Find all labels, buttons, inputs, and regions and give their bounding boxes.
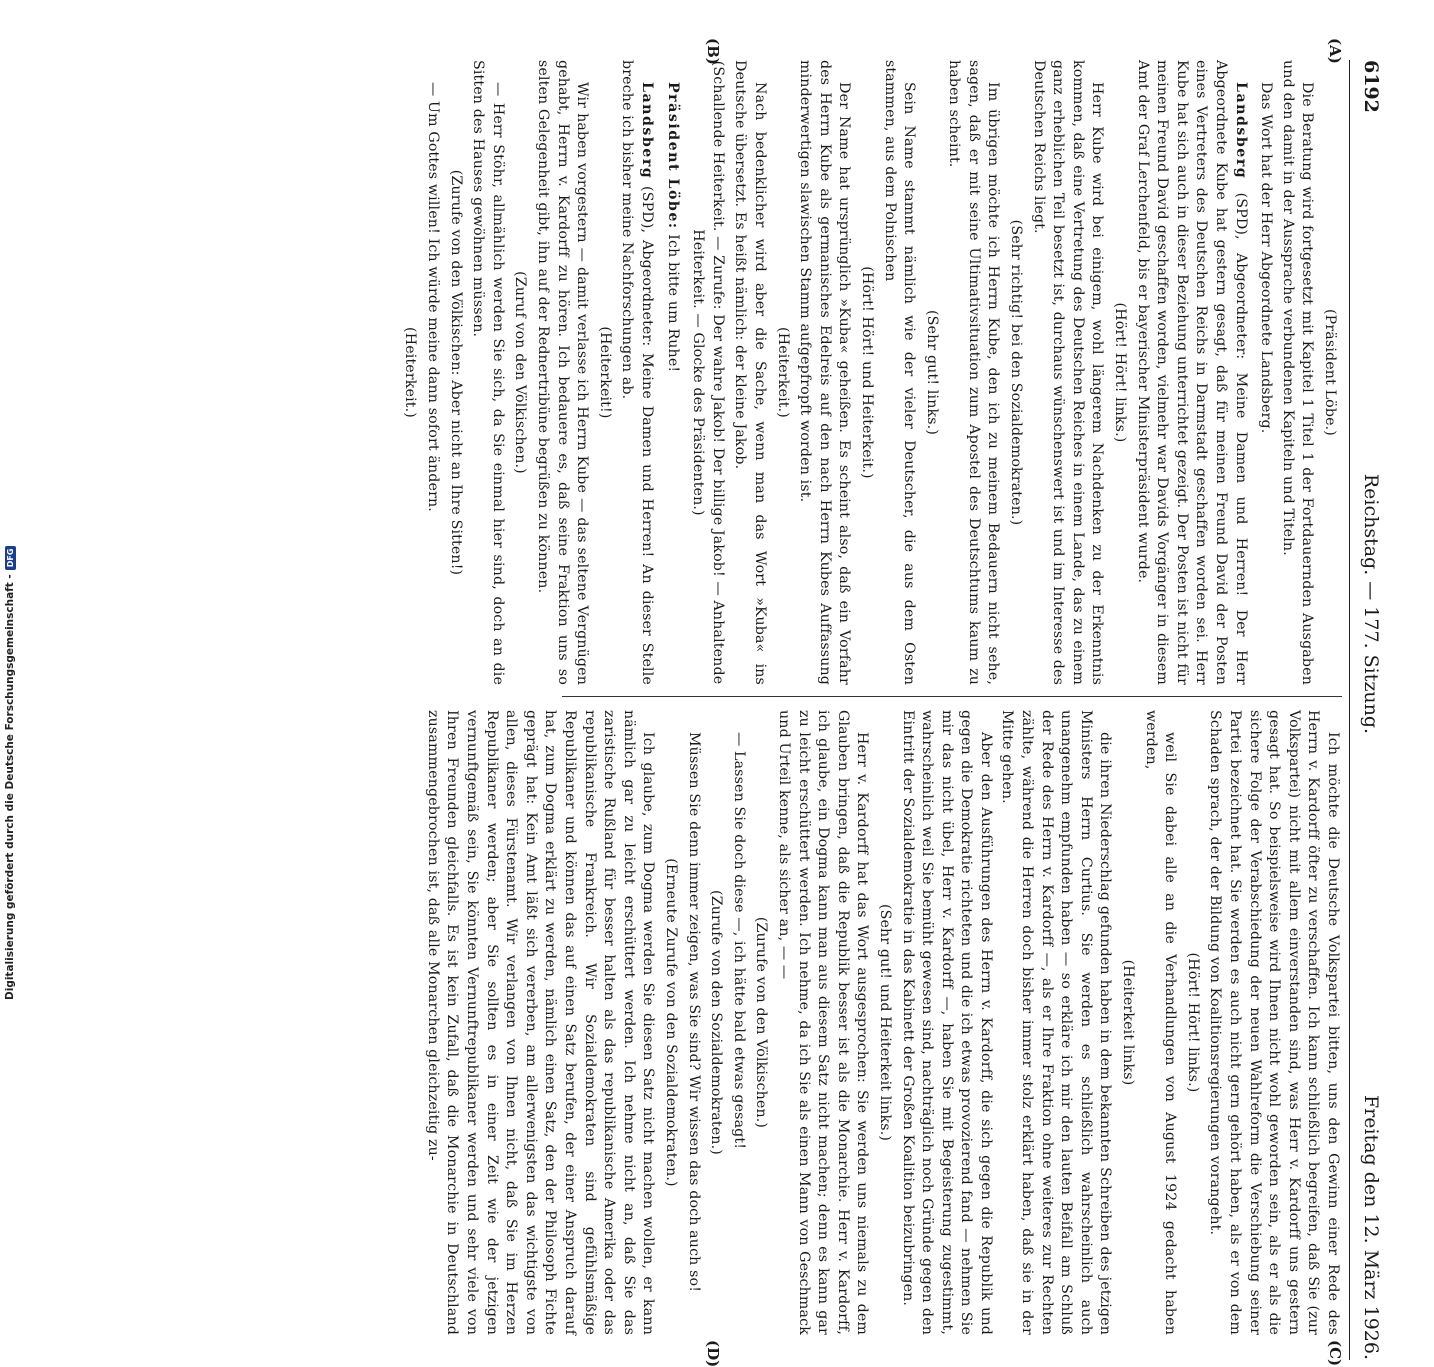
interjection: (Sehr gut! links.)	[923, 309, 940, 436]
speech-text: (SPD), Abgeordneter: Meine Damen und Herren! Der Herr Abgeordnete Kube hat gestern gesagt, daß für meinen Freund David der Posten eines Vertreters des Deutschen Reichs in Darmstadt geschaffen worden sei. Herr Kube hat sich auch in dieser Beziehung unterrichtet gezeigt. Der Posten ist nicht für meinen Freund David geschaffen worden, vielmehr war Davids Vorgänger in diesem Amt der Graf Lerchenfeld, bis er bayerischer Ministerpräsident wurde.	[1134, 60, 1249, 685]
left-column	[397, 60, 1342, 685]
paragraph: — Um Gottes willen! Ich würde meine dann sofort ändern.	[425, 82, 442, 512]
margin-marker-a: (A)	[1326, 38, 1344, 64]
interjection: (Heiterkeit!)	[596, 326, 613, 419]
interjection: (Hört! Hört! links.)	[1112, 302, 1129, 443]
digitization-footer	[2, 548, 18, 1000]
speech-text: (SPD), Abgeordneter: Meine Damen und Herren! An dieser Stelle breche ich bisher meine Nachforschungen ab.	[619, 60, 655, 685]
interjection: (Zuruf von den Völkischen.)	[512, 271, 529, 474]
page-number: 6192	[1360, 60, 1382, 113]
speaker-paragraph	[617, 60, 656, 685]
interjection: (Schallende Heiterkeit. — Zurufe: Der wahre Jakob! Der billige Jakob! — Anhaltende Heiterkeit. — Glocke des Präsidenten.)	[690, 60, 726, 685]
page-header	[1349, 60, 1382, 1360]
session-date: Freitag den 12. März 1926.	[1360, 1095, 1382, 1360]
paragraph: Ich möchte die Deutsche Volkspartei bitten, uns den Gewinn einer Rede des Herrn v. Kardorff öfter zu verschaffen. Ich kann schließlich begreifen, daß Sie (zur Volkspartei) nicht mit allem einverstanden sind, was Herr v. Kardorff uns gestern gesagt hat. So beispielsweise wird Ihnen nicht wohl geworden sein, als er als die sichere Folge der Verabschiedung der neuen Wahlreform die Verschiebung seiner Partei bezeichnet hat. Sie werden es auch nicht gern gehört haben, als er von dem Schaden sprach, der der Bildung von Koalitionsregierungen vorangeht.	[1207, 710, 1341, 1335]
dfg-logo: DFG	[5, 546, 16, 571]
margin-marker-c: (C)	[1326, 1340, 1344, 1367]
paragraph: Der Name hat ursprünglich »Kuba« geheißen. Es scheint also, daß ein Vorfahr des Herrn Kube als germanisches Edelreis auf den nach Herrn Kubes Auffassung minderwertigen slawischen Stamm aufgepfropft worden ist.	[797, 60, 853, 685]
right-column	[420, 710, 1342, 1335]
footer-text: Digitalisierung gefördert durch die Deutsche Forschungsgemeinschaft -	[4, 574, 16, 1000]
speaker-paragraph	[662, 60, 682, 685]
interjection: (Sehr richtig! bei den Sozialdemokraten.)	[1008, 219, 1025, 526]
interjection: (Erneute Zurufe von den Sozialdemokraten.)	[663, 858, 679, 1187]
interjection: (Hört! Hört! und Heiterkeit.)	[858, 266, 875, 479]
speaker-name: Landsberg	[639, 82, 655, 180]
interjection: (Heiterkeit.)	[774, 327, 791, 418]
paragraph: weil Sie dabei alle an die Verhandlungen von August 1924 gedacht haben werden,	[1142, 710, 1179, 1335]
interjection: (Hört! Hört! links.)	[1184, 952, 1201, 1093]
paragraph: Aber den Ausführungen des Herrn v. Kardorff, die sich gegen die Republik und gegen die Demokratie richteten und die ich etwas provozierend fand — nehmen Sie mir das nicht übel, Herr v. Kardorff —, haben Sie mit Begeisterung zugestimmt, wahrscheinlich weil Sie bemüht gewesen sind, nachträglich noch Gründe gegen den Eintritt der Sozialdemokratie in das Kabinett der Großen Koalition beizubringen.	[899, 710, 994, 1335]
paragraph: Sein Name stammt nämlich wie der vieler Deutscher, die aus dem Osten stammen, aus dem Polnischen	[881, 60, 918, 685]
speaker-paragraph	[1132, 60, 1250, 685]
session-title: Reichstag. — 177. Sitzung.	[1360, 473, 1382, 735]
margin-marker-b: (B)	[704, 38, 722, 65]
interjection: (Sehr gut! und Heiterkeit links.)	[876, 903, 893, 1142]
paragraph: die ihren Niederschlag gefunden haben in dem bekannten Schreiben des jetzigen Ministers Herrn Curtius. Sie werden es schließlich wahrscheinlich auch unangenehm empfunden haben — so erkläre ich mir den lauten Beifall am Schluß der Rede des Herrn v. Kardorff —, als er Ihre Fraktion ohne weiteres zur Rechten zählte, während die Herren doch bisher immer stolz erklärt haben, daß sie in der Mitte gehen.	[999, 710, 1114, 1335]
paragraph: — Lassen Sie doch diese —, ich hätte bald etwas gesagt!	[730, 732, 747, 1150]
paragraph: Im übrigen möchte ich Herrn Kube, den ich zu meinem Bedauern nicht sehe, sagen, daß er mit seine Ultimativsituation zum Apostel des Deutschtums kaum zu haben scheint.	[946, 60, 1002, 685]
paragraph: Nach bedenklicher wird aber die Sache, wenn man das Wort »Kuba« ins Deutsche übersetzt. Es heißt nämlich: der kleine Jakob.	[732, 60, 768, 685]
rotated-document-page	[82, 38, 1382, 1367]
paragraph: Das Wort hat der Herr Abgeordnete Landsberg.	[1258, 82, 1275, 434]
paragraph: — Herr Stöhr, allmählich werden Sie sich, da Sie einmal hier sind, doch an die Sitten des Hauses gewöhnen müssen.	[470, 60, 506, 685]
paragraph: Herr v. Kardorff hat das Wort ausgesprochen: Sie werden uns niemals zu dem Glauben bringen, daß die Republik besser ist als die Monarchie. Herr v. Kardorff, ich glaube, ein Dogma kann man aus diesem Satz nicht machen; denn es kann gar zu leicht erschüttert werden. Ich nehme, da ich Sie als einen Mann von Geschmack und Urteil kenne, als sicher an, — —	[775, 710, 871, 1335]
paragraph: Die Beratung wird fortgesetzt mit Kapitel 1 Titel 1 der Fortdauernden Ausgaben und den damit in der Aussprache verbundenen Kapiteln und Titeln.	[1279, 60, 1316, 685]
speaker-name: Präsident Löbe:	[664, 82, 681, 230]
paragraph: Ich glaube, zum Dogma werden Sie diesen Satz nicht machen wollen, er kann nämlich gar zu leicht erschüttert werden. Ich nehme nicht an, daß Sie das zaristische Rußland für besser halten als das republikanische Amerika oder das republikanische Frankreich. Wir Sozialdemokraten sind gefühlsmäßige Republikaner und können das auf einen Satz berufen, der einer Anspruch darauf hat, zum Dogma erklärt zu werden, nämlich einen Satz, den der Philosoph Fichte geprägt hat: Kein Amt läßt sich vererben, am allerwenigsten das wichtigste von allen, dieses Fürstenamt. Wir verlangen von Ihnen nicht, daß Sie im Herzen Republikaner werden; aber Sie sollten es in einer Zeit wie der jetzigen vernunftgemäß sein, Sie könnten Vernunftrepublikaner werden und sehr viele von Ihren Freunden gleichfalls. Es ist kein Zufall, daß die Monarchie in Deutschland zusammengebrochen ist, daß alle Monarchen gleichzeitig zu-	[424, 710, 657, 1335]
interjection: (Zurufe von den Völkischen: Aber nicht an Ihre Sitten!)	[447, 169, 464, 576]
interjection: (Präsident Löbe.)	[1322, 308, 1338, 436]
interjection: (Zurufe von den Sozialdemokraten.)	[708, 890, 725, 1155]
interjection: (Heiterkeit links)	[1120, 959, 1137, 1086]
speech-text: Ich bitte um Ruhe!	[664, 234, 681, 373]
interjection: (Zurufe von den Völkischen.)	[753, 916, 770, 1129]
interjection: (Heiterkeit.)	[402, 327, 419, 418]
speaker-name: Landsberg	[1232, 82, 1249, 180]
paragraph: Wir haben vorgestern — damit verlasse ich Herrn Kube — das seltene Vergnügen gehabt, Herrn v. Kardorff zu hören. Ich bedauere es, daß seine Fraktion uns so selten Gelegenheit gibt, ihn auf der Rednertribüne begrüßen zu können.	[535, 60, 591, 685]
paragraph: Herr Kube wird bei einigem, wohl längerem Nachdenken zu der Erkenntnis kommen, daß eine Vertretung des Deutschen Reiches in einem Lande, das zu einem ganz erheblichen Teil besetzt ist, durchaus wünschenswert ist und im Interesse des Deutschen Reichs liegt.	[1030, 60, 1106, 685]
column-divider	[562, 696, 1342, 697]
margin-marker-d: (D)	[704, 1340, 722, 1367]
paragraph: Müssen Sie denn immer zeigen, was Sie sind? Wir wissen das doch auch so!	[685, 732, 702, 1293]
